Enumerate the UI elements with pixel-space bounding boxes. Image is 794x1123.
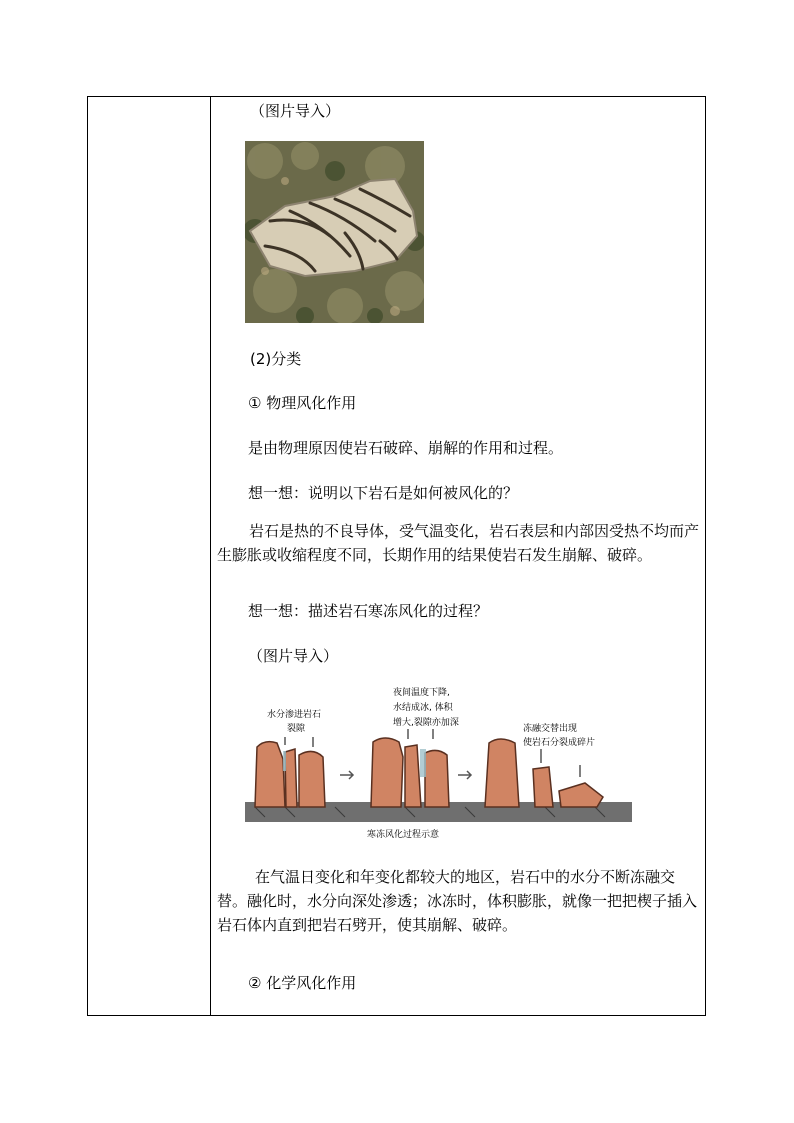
- weathered-rock-photo: [245, 141, 424, 323]
- lesson-table: [87, 96, 706, 1016]
- diagram-label-3-line2: 使岩石分裂成碎片: [523, 738, 596, 748]
- physical-weathering-definition: 是由物理原因使岩石破碎、崩解的作用和过程。: [248, 439, 564, 457]
- answer-paragraph-2: 在气温日变化和年变化都较大的地区，岩石中的水分不断冻融交替。融化时，水分向深处渗透；冰冻时，体积膨胀，就像一把把楔子插入岩石体内直到把岩石劈开，使其崩解、破碎。: [217, 868, 698, 934]
- think-question-2: 想一想：描述岩石寒冻风化的过程？: [248, 602, 489, 620]
- diagram-caption: 寒冻风化过程示意: [367, 830, 440, 840]
- chemical-weathering-heading: ② 化学风化作用: [248, 974, 357, 992]
- diagram-label-2-line3: 增大,裂隙亦加深: [393, 718, 459, 728]
- answer-paragraph-1: 岩石是热的不良导体，受气温变化，岩石表层和内部因受热不均而产生膨胀或收缩程度不同，长期作用的结果使岩石发生崩解、破碎。: [217, 522, 700, 564]
- physical-weathering-heading: ① 物理风化作用: [248, 394, 357, 412]
- diagram-label-2-line1: 夜间温度下降,: [393, 688, 450, 698]
- diagram-label-1-line2: 裂隙: [287, 724, 306, 734]
- frost-weathering-diagram: [245, 687, 635, 847]
- column-divider: [210, 97, 211, 1015]
- image-intro-label: （图片导入）: [250, 102, 341, 120]
- classification-heading: (2)分类: [250, 350, 302, 368]
- diagram-label-1-line1: 水分渗进岩石: [267, 710, 322, 720]
- think-question-1: 想一想：说明以下岩石是如何被风化的？: [248, 484, 519, 502]
- image-intro-label-2: （图片导入）: [248, 647, 339, 665]
- diagram-label-3-line1: 冻融交替出现: [523, 724, 578, 734]
- diagram-label-2-line2: 水结成冰, 体积: [393, 703, 453, 713]
